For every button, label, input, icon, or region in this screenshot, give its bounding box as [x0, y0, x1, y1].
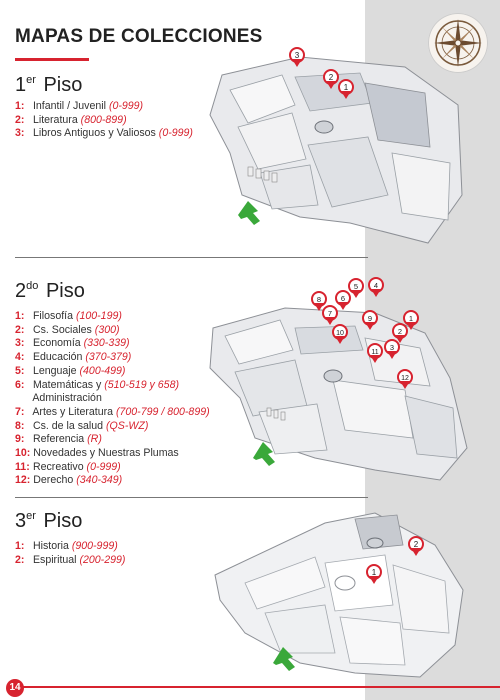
floor-3-pins: [360, 532, 430, 592]
footer-rule: [22, 686, 500, 688]
list-item: 9: Referencia (R): [15, 433, 102, 446]
list-item: 12: Derecho (340-349): [15, 474, 123, 487]
svg-text:4: 4: [373, 281, 379, 290]
list-item: 8: Cs. de la salud (QS-WZ): [15, 419, 149, 432]
title-underline: [15, 58, 89, 61]
svg-text:1: 1: [343, 83, 349, 92]
location-pin-icon: [398, 370, 412, 389]
svg-text:12: 12: [401, 375, 409, 382]
location-pin-icon: [385, 340, 399, 359]
svg-text:10: 10: [336, 330, 344, 337]
svg-text:1: 1: [408, 314, 414, 323]
list-item: 10: Novedades y Nuestras Plumas: [15, 447, 179, 460]
list-item: 11: Recreativo (0-999): [15, 460, 121, 473]
location-pin-icon: [290, 45, 304, 67]
list-item: 1: Infantil / Juvenil (0-999): [15, 100, 144, 112]
location-pin-icon: [363, 311, 377, 330]
location-pin-icon: [367, 565, 381, 584]
list-item: 2: Cs. Sociales (300): [15, 323, 120, 336]
svg-text:3: 3: [389, 343, 395, 352]
list-item: 6: Matemáticas y (510-519 y 658): [15, 378, 179, 391]
svg-text:6: 6: [340, 294, 346, 303]
svg-text:3: 3: [294, 51, 300, 60]
svg-text:2: 2: [328, 73, 334, 82]
list-item: 5: Lenguaje (400-499): [15, 364, 126, 377]
page-number: 14: [6, 679, 24, 697]
svg-text:5: 5: [353, 282, 359, 291]
svg-text:8: 8: [316, 295, 322, 304]
location-pin-icon: [323, 306, 337, 325]
location-pin-icon: [368, 344, 382, 363]
list-item: 4: Educación (370-379): [15, 351, 132, 364]
list-item: 3: Economía (330-339): [15, 337, 130, 350]
svg-text:11: 11: [371, 349, 379, 356]
location-pin-icon: [336, 291, 350, 310]
location-pin-icon: [339, 80, 353, 99]
location-pin-icon: [369, 278, 383, 297]
floor-2-pins: [300, 276, 425, 396]
svg-text:9: 9: [367, 314, 373, 323]
entrance-arrow-icon: [238, 201, 260, 225]
page-title: MAPAS DE COLECCIONES: [15, 26, 263, 47]
location-pin-icon: [324, 70, 338, 89]
section-divider: [15, 497, 368, 498]
floor-1-pins: [285, 45, 365, 105]
section-divider: [15, 257, 368, 258]
floor-3-heading: 3er Piso: [15, 510, 83, 532]
svg-text:2: 2: [413, 540, 419, 549]
list-item: 1: Filosofía (100-199): [15, 310, 122, 322]
floor-3-map: [205, 505, 480, 685]
floor-2-heading: $2^{do}$ Piso: [15, 280, 85, 302]
floor-1-heading: 1er Piso: [15, 74, 83, 96]
list-item: 3: Libros Antiguos y Valiosos (0-999): [15, 127, 193, 140]
svg-text:2: 2: [397, 327, 403, 336]
floor-3-collection-list: [15, 540, 125, 567]
list-item: 1: Historia (900-999): [15, 540, 118, 552]
location-pin-icon: [333, 325, 347, 344]
list-item: 7: Artes y Literatura (700-799 / 800-899): [15, 405, 210, 418]
floor-1-collection-list: [15, 100, 193, 141]
list-item: Administración: [32, 392, 102, 405]
floor-2-collection-list: [15, 310, 210, 488]
svg-text:1: 1: [371, 568, 377, 577]
location-pin-icon: [349, 279, 363, 298]
list-item: 2: Espiritual (200-299): [15, 553, 126, 566]
location-pin-icon: [409, 537, 423, 556]
svg-text:7: 7: [327, 309, 333, 318]
list-item: 2: Literatura (800-899): [15, 113, 127, 126]
